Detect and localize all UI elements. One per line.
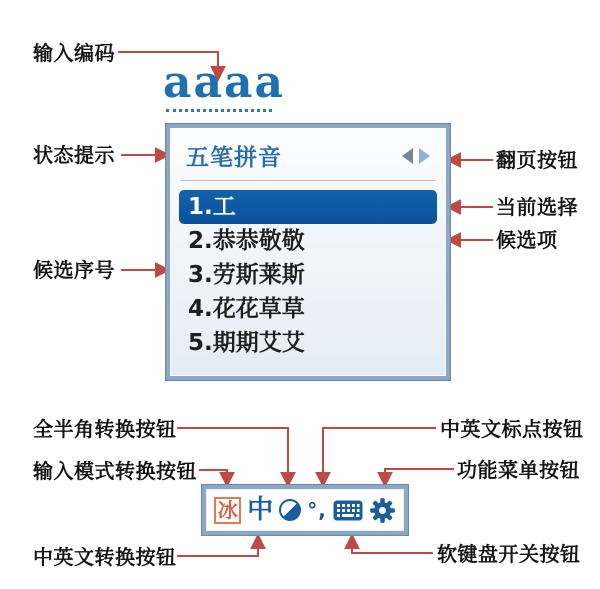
arrow-cn-en-punctuation	[323, 428, 436, 475]
label-fullwidth-toggle: 全半角转换按钮	[33, 417, 177, 441]
label-soft-keyboard: 软键盘开关按钮	[437, 542, 581, 566]
candidate-item[interactable]: 5.期期艾艾	[188, 330, 305, 356]
soft-keyboard-button[interactable]	[333, 500, 363, 521]
label-candidate-index: 候选序号	[33, 258, 115, 282]
punctuation-toggle-button[interactable]: °,	[307, 498, 327, 522]
candidate-list	[170, 181, 446, 360]
label-current-selection: 当前选择	[496, 195, 578, 219]
composition-underline	[166, 109, 272, 112]
page-prev-icon[interactable]	[402, 148, 413, 164]
label-cn-en-punctuation: 中英文标点按钮	[440, 417, 584, 441]
arrow-input-mode-toggle	[199, 470, 227, 475]
arrow-function-menu	[385, 469, 454, 475]
label-input-code: 输入编码	[33, 41, 115, 65]
label-page-buttons: 翻页按钮	[496, 148, 578, 172]
label-status-hint: 状态提示	[33, 143, 115, 167]
candidate-window-header	[170, 128, 446, 178]
candidate-item-selected[interactable]: 1.工	[179, 190, 437, 224]
input-mode-button[interactable]: 冰	[214, 497, 241, 524]
candidate-item[interactable]: 3.劳斯莱斯	[188, 262, 305, 288]
fullwidth-toggle-button[interactable]	[279, 499, 301, 521]
function-menu-button[interactable]	[369, 497, 396, 524]
page-buttons	[402, 148, 434, 164]
half-filled-circle-icon	[279, 499, 301, 521]
status-bar-text: 五笔拼音	[186, 145, 282, 171]
arrow-soft-keyboard	[352, 546, 433, 553]
candidate-item[interactable]: 4.花花草草	[188, 296, 305, 322]
label-candidate-item: 候选项	[496, 228, 558, 252]
candidate-window	[166, 124, 450, 380]
label-function-menu: 功能菜单按钮	[457, 458, 580, 482]
composition-code: aaaa	[163, 57, 286, 108]
candidate-item[interactable]: 2.恭恭敬敬	[188, 228, 305, 254]
label-cn-en-toggle: 中英文转换按钮	[33, 545, 177, 569]
keyboard-icon	[333, 500, 363, 521]
arrow-cn-en-toggle	[177, 546, 258, 556]
cn-en-toggle-button[interactable]: 中	[247, 494, 274, 525]
label-input-mode-toggle: 输入模式转换按钮	[33, 459, 197, 483]
ime-status-toolbar	[202, 485, 408, 535]
gear-icon	[369, 497, 396, 524]
page-next-icon[interactable]	[419, 148, 430, 164]
